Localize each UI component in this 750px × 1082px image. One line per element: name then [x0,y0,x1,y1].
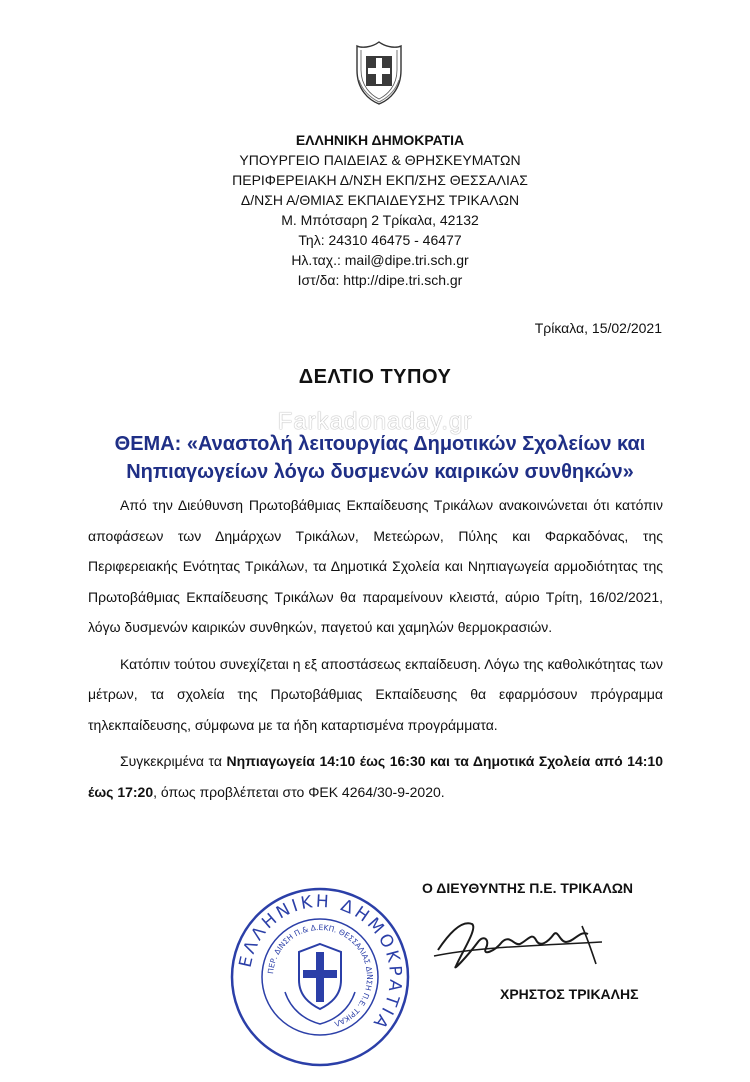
signer-name: ΧΡΗΣΤΟΣ ΤΡΙΚΑΛΗΣ [500,986,639,1002]
seal-outer-text: ΕΛΛΗΝΙΚΗ ΔΗΜΟΚΡΑΤΙΑ [235,891,406,1035]
schedule-hours: Νηπιαγωγεία 14:10 έως 16:30 και τα Δημοτικά Σχολεία από 14:10 έως 17:20 [88,753,663,800]
issuer-header [200,130,560,290]
place-date: Τρίκαλα, 15/02/2021 [534,320,662,336]
header-line-directorate: Δ/ΝΣΗ Α/ΘΜΙΑΣ ΕΚΠΑΙΔΕΥΣΗΣ ΤΡΙΚΑΛΩΝ [240,192,520,208]
header-line-regional-directorate: ΠΕΡΙΦΕΡΕΙΑΚΗ Δ/ΝΣΗ ΕΚΠ/ΣΗΣ ΘΕΣΣΑΛΙΑΣ [232,172,528,188]
paragraph-schedule [88,746,663,807]
coat-of-arms-icon [353,40,405,106]
handwritten-signature [432,912,632,974]
header-line-phone: Τηλ: 24310 46475 - 46477 [298,232,462,248]
subject-heading [80,430,680,486]
schedule-reference: , όπως προβλέπεται στο ΦΕΚ 4264/30-9-2020. [153,783,445,800]
header-line-ministry: ΥΠΟΥΡΓΕΙΟ ΠΑΙΔΕΙΑΣ & ΘΡΗΣΚΕΥΜΑΤΩΝ [239,152,521,168]
header-line-address: Μ. Μπότσαρη 2 Τρίκαλα, 42132 [281,212,479,228]
paragraph-announcement: Από την Διεύθυνση Πρωτοβάθμιας Εκπαίδευσης Τρικάλων ανακοινώνεται ότι κατόπιν αποφάσεων των Δημάρχων Τρικάλων, Μετεώρων, Πύλης και Φαρκαδόνας, της Περιφερειακής Ενότητας Τρικάλων, τα Δημοτικά Σχολεία και Νηπιαγωγεία αρμοδιότητας της Πρωτοβάθμιας Εκπαίδευσης Τρικάλων θα παραμείνουν κλειστά, αύριο Τρίτη, 16/02/2021, λόγω δυσμενών καιρικών συνθηκών, παγετού και χαμηλών θερμοκρασιών. [88,497,663,635]
schedule-intro: Συγκεκριμένα τα [120,753,227,769]
header-line-republic: ΕΛΛΗΝΙΚΗ ΔΗΜΟΚΡΑΤΙΑ [295,132,465,148]
body-text [88,490,663,807]
seal-cross-shield-icon [285,944,355,1024]
document-title: ΔΕΛΤΙΟ ΤΥΠΟΥ [298,366,452,388]
watermark: Farkadonaday.gr [277,408,473,435]
header-line-email: Ηλ.ταχ.: mail@dipe.tri.sch.gr [291,252,469,268]
header-line-website: Ιστ/δα: http://dipe.tri.sch.gr [297,272,463,288]
subject-line-1: ΘΕΜΑ: «Αναστολή λειτουργίας Δημοτικών Σχολείων και [114,433,646,455]
signer-title: Ο ΔΙΕΥΘΥΝΤΗΣ Π.Ε. ΤΡΙΚΑΛΩΝ [422,880,634,896]
seal-inner-text: ΠΕΡ. ΔΙΝΣΗ Π.& Δ.ΕΚΠ. ΘΕΣΣΑΛΙΑΣ ΔΙΝΣΗ Π.Ε. ΤΡΙΚΑΛ [266,922,375,1029]
subject-line-2: Νηπιαγωγείων λόγω δυσμενών καιρικών συνθηκών» [126,461,634,483]
official-seal [225,882,415,1072]
paragraph-remote-learning: Κατόπιν τούτου συνεχίζεται η εξ αποστάσεως εκπαίδευση. Λόγω της καθολικότητας των μέτρων, τα σχολεία της Πρωτοβάθμιας Εκπαίδευσης θα εφαρμόσουν πρόγραμμα τηλεκπαίδευσης, σύμφωνα με τα ήδη καταρτισμένα προγράμματα. [88,655,663,733]
